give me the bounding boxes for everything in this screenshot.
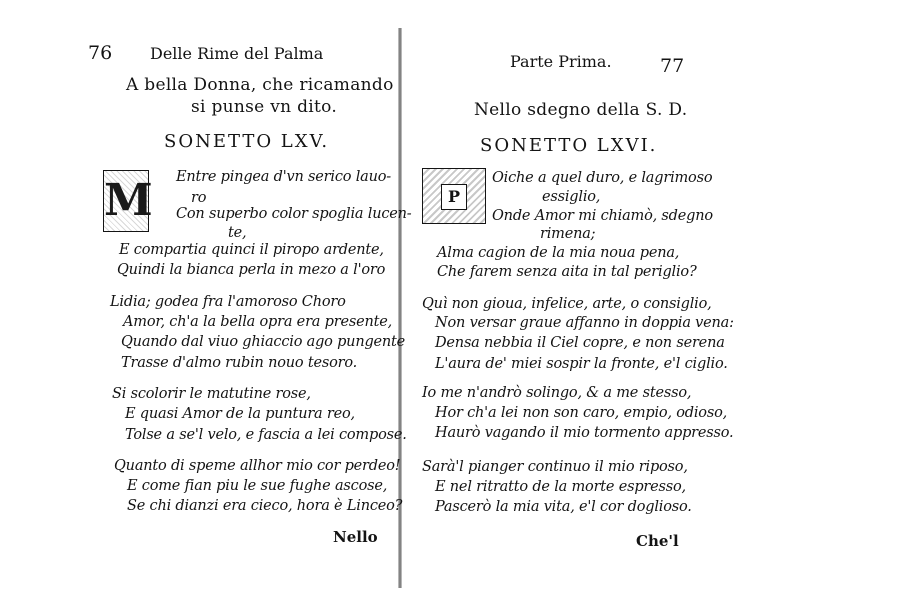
verse-line: Pascerò la mia vita, e'l cor doglioso.: [435, 499, 692, 515]
verse-line: E come fian piu le sue fughe ascose,: [127, 478, 388, 494]
verse-line: ro: [191, 190, 207, 206]
verse-line: E nel ritratto de la morte espresso,: [435, 479, 686, 495]
verse-line: Haurò vagando il mio tormento appresso.: [435, 425, 734, 441]
poem-title-line1: A bella Donna, che ricamando: [126, 75, 394, 95]
verse-line: Sarà'l pianger continuo il mio riposo,: [422, 459, 688, 475]
initial-letter: M: [104, 175, 153, 226]
left-page: [70, 0, 412, 605]
verse-line: Lidia; godea fra l'amoroso Choro: [110, 294, 346, 310]
verse-line: Alma cagion de la mia noua pena,: [437, 245, 680, 261]
verse-line: Tolse a se'l velo, e fascia a lei compose.: [125, 427, 407, 443]
verse-line: Quì non gioua, infelice, arte, o consiglio,: [422, 296, 712, 312]
poem-title: Nello sdegno della S. D.: [474, 100, 688, 120]
verse-line: Quindi la bianca perla in mezo a l'oro: [117, 262, 386, 278]
verse-line: rimena;: [540, 226, 596, 242]
verse-line: Quando dal viuo ghiaccio ago pungente: [121, 334, 406, 350]
right-page-number: 77: [660, 55, 685, 77]
verse-line: te,: [228, 225, 247, 241]
sonnet-heading: SONETTO LXVI.: [480, 135, 658, 156]
verse-line: Hor ch'a lei non son caro, empio, odioso,: [435, 405, 728, 421]
verse-line: Io me n'andrò solingo, & a me stesso,: [422, 385, 692, 401]
verse-line: Si scolorir le matutine rose,: [112, 386, 311, 402]
catchword: Che'l: [636, 532, 679, 550]
sonnet-heading: SONETTO LXV.: [164, 131, 330, 152]
initial-frame: [441, 184, 467, 210]
right-running-head: Parte Prima.: [510, 52, 612, 71]
verse-line: Entre pingea d'vn serico lauo-: [176, 169, 391, 185]
verse-line: Trasse d'almo rubin nouo tesoro.: [121, 355, 358, 371]
verse-line: Non versar graue affanno in doppia vena:: [435, 315, 734, 331]
verse-line: Onde Amor mi chiamò, sdegno: [492, 208, 713, 224]
verse-line: Amor, ch'a la bella opra era presente,: [123, 314, 393, 330]
verse-line: Che farem senza aita in tal periglio?: [437, 264, 697, 280]
verse-line: Se chi dianzi era cieco, hora è Linceo?: [127, 498, 403, 514]
decorated-initial-p: [422, 168, 486, 224]
verse-line: Con superbo color spoglia lucen-: [176, 206, 412, 222]
right-page: [408, 0, 734, 605]
left-page-number: 76: [88, 42, 113, 64]
initial-letter: P: [447, 187, 461, 206]
verse-line: L'aura de' miei sospir la fronte, e'l ciglio.: [435, 356, 728, 372]
verse-line: Oiche a quel duro, e lagrimoso: [492, 170, 713, 186]
left-running-head: Delle Rime del Palma: [150, 44, 324, 63]
verse-line: E quasi Amor de la puntura reo,: [125, 406, 355, 422]
verse-line: essiglio,: [542, 189, 601, 205]
poem-title-line2: si punse vn dito.: [191, 97, 338, 117]
catchword: Nello: [333, 528, 378, 546]
verse-line: E compartia quinci il piropo ardente,: [119, 242, 384, 258]
decorated-initial-m: [103, 170, 153, 232]
verse-line: Quanto di speme allhor mio cor perdeo!: [114, 458, 401, 474]
verse-line: Densa nebbia il Ciel copre, e non serena: [435, 335, 725, 351]
